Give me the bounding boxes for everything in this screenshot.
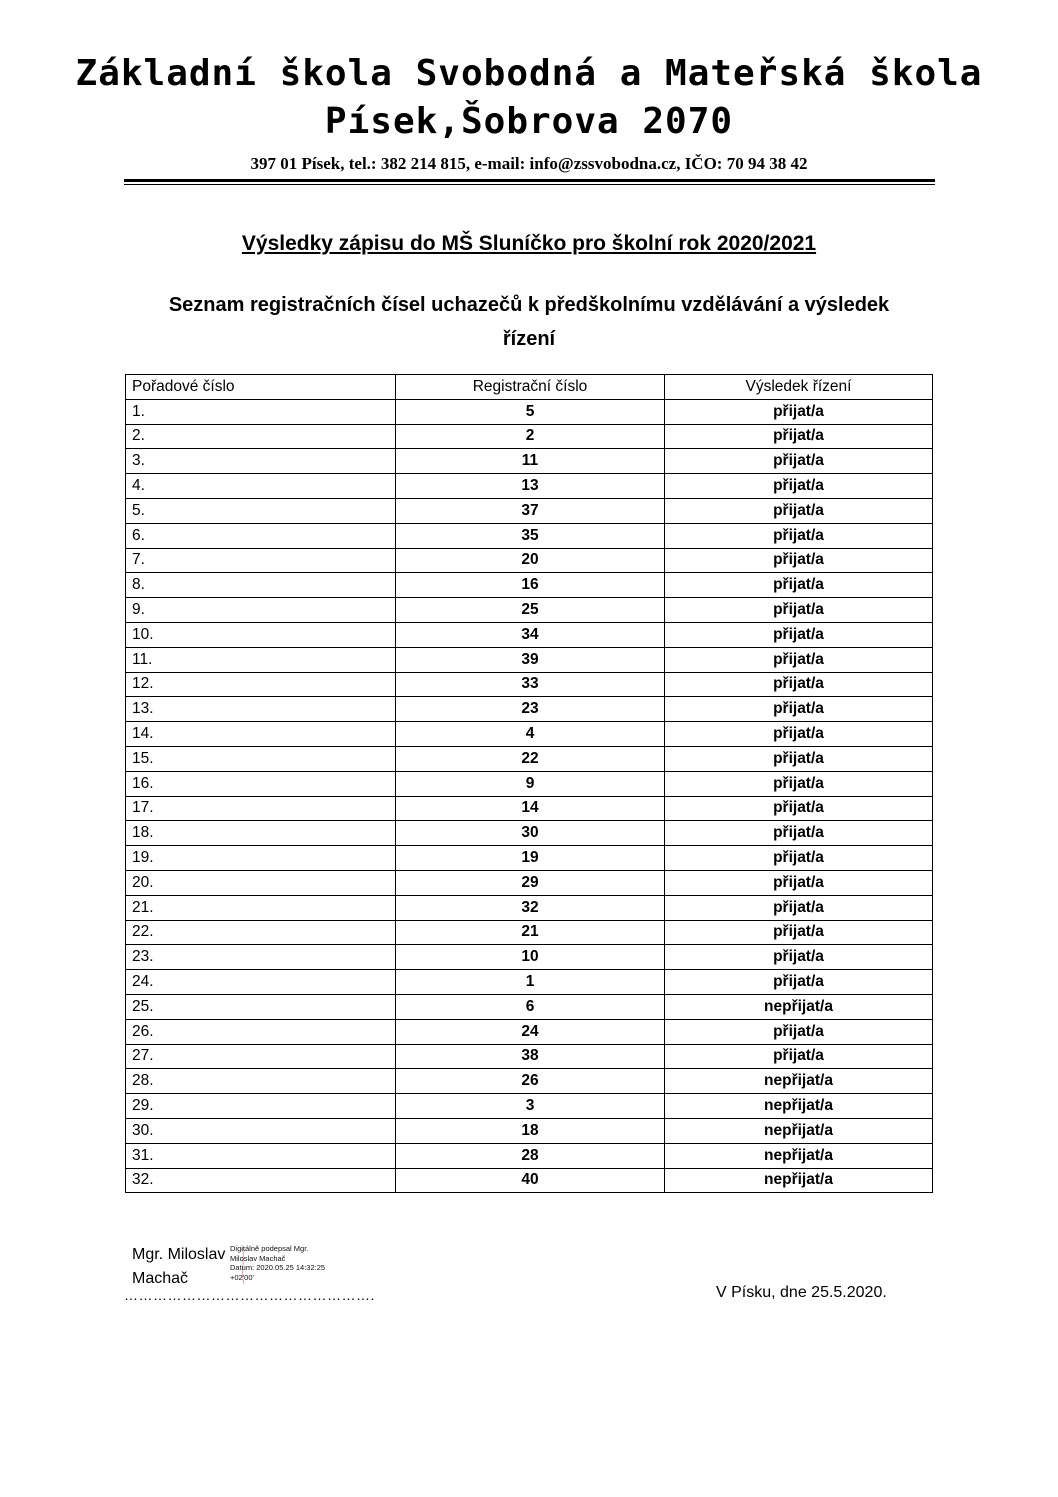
order-number-cell: 23. (126, 945, 396, 970)
order-number-cell: 17. (126, 796, 396, 821)
registration-number-cell: 2 (396, 424, 665, 449)
document-subtitle: Seznam registračních čísel uchazečů k předškolnímu vzdělávání a výsledek řízení (168, 294, 890, 350)
result-cell: přijat/a (665, 573, 933, 598)
order-number-cell: 31. (126, 1143, 396, 1168)
table-row (126, 895, 933, 920)
registration-number-cell: 39 (396, 647, 665, 672)
table-row (126, 796, 933, 821)
header-rule-thick (124, 179, 935, 182)
table-row (126, 498, 933, 523)
results-table (125, 374, 933, 1193)
registration-number-cell: 23 (396, 697, 665, 722)
table-row (126, 399, 933, 424)
order-number-cell: 12. (126, 672, 396, 697)
result-cell: nepřijat/a (665, 1168, 933, 1193)
registration-number-cell: 33 (396, 672, 665, 697)
table-row (126, 970, 933, 995)
order-number-cell: 9. (126, 598, 396, 623)
registration-number-cell: 30 (396, 821, 665, 846)
table-row (126, 474, 933, 499)
result-cell: přijat/a (665, 821, 933, 846)
order-number-cell: 3. (126, 449, 396, 474)
order-number-cell: 21. (126, 895, 396, 920)
table-row (126, 846, 933, 871)
result-cell: nepřijat/a (665, 1094, 933, 1119)
table-row (126, 821, 933, 846)
result-cell: nepřijat/a (665, 1118, 933, 1143)
registration-number-cell: 19 (396, 846, 665, 871)
order-number-cell: 14. (126, 722, 396, 747)
table-row (126, 672, 933, 697)
table-row (126, 920, 933, 945)
table-header-row (126, 375, 933, 400)
order-number-cell: 28. (126, 1069, 396, 1094)
registration-number-cell: 26 (396, 1069, 665, 1094)
registration-number-cell: 20 (396, 548, 665, 573)
registration-number-cell: 22 (396, 746, 665, 771)
signer-name-line1: Mgr. Miloslav (132, 1246, 226, 1263)
school-name-line1: Základní škola Svobodná a Mateřská škola (75, 53, 983, 94)
registration-number-cell: 21 (396, 920, 665, 945)
table-row (126, 746, 933, 771)
order-number-cell: 11. (126, 647, 396, 672)
result-cell: přijat/a (665, 548, 933, 573)
order-number-cell: 10. (126, 622, 396, 647)
result-cell: přijat/a (665, 1019, 933, 1044)
registration-number-cell: 29 (396, 870, 665, 895)
table-row (126, 1168, 933, 1193)
registration-number-cell: 6 (396, 994, 665, 1019)
result-cell: přijat/a (665, 895, 933, 920)
registration-number-cell: 3 (396, 1094, 665, 1119)
order-number-cell: 16. (126, 771, 396, 796)
registration-number-cell: 34 (396, 622, 665, 647)
registration-number-cell: 5 (396, 399, 665, 424)
order-number-cell: 29. (126, 1094, 396, 1119)
place-and-date: V Písku, dne 25.5.2020. (716, 1284, 887, 1301)
signature-line2: Miloslav Machač (230, 1253, 286, 1263)
table-row (126, 523, 933, 548)
order-number-cell: 27. (126, 1044, 396, 1069)
order-number-cell: 26. (126, 1019, 396, 1044)
registration-number-cell: 10 (396, 945, 665, 970)
order-number-cell: 20. (126, 870, 396, 895)
signer-name (132, 1243, 225, 1291)
digital-signature (230, 1244, 366, 1290)
result-cell: přijat/a (665, 920, 933, 945)
table-row (126, 1069, 933, 1094)
result-cell: přijat/a (665, 647, 933, 672)
table-row (126, 1044, 933, 1069)
registration-number-cell: 24 (396, 1019, 665, 1044)
table-row (126, 424, 933, 449)
table-row (126, 1143, 933, 1168)
order-number-cell: 30. (126, 1118, 396, 1143)
order-number-cell: 13. (126, 697, 396, 722)
registration-number-cell: 35 (396, 523, 665, 548)
header-order-number: Pořadové číslo (126, 375, 396, 400)
result-cell: nepřijat/a (665, 1143, 933, 1168)
signature-line1: Digitálně podepsal Mgr. (230, 1244, 309, 1253)
header-registration-number: Registrační číslo (396, 375, 665, 400)
document-title: Výsledky zápisu do MŠ Sluníčko pro školní rok 2020/2021 (241, 232, 817, 255)
result-cell: přijat/a (665, 598, 933, 623)
header-result: Výsledek řízení (665, 375, 933, 400)
order-number-cell: 4. (126, 474, 396, 499)
registration-number-cell: 14 (396, 796, 665, 821)
result-cell: nepřijat/a (665, 994, 933, 1019)
table-row (126, 1019, 933, 1044)
registration-number-cell: 18 (396, 1118, 665, 1143)
table-row (126, 945, 933, 970)
registration-number-cell: 32 (396, 895, 665, 920)
school-name-line2: Písek,Šobrova 2070 (324, 101, 734, 142)
signature-line3: Datum: 2020.05.25 14:32:25 (230, 1263, 326, 1272)
result-cell: přijat/a (665, 970, 933, 995)
registration-number-cell: 11 (396, 449, 665, 474)
registration-number-cell: 40 (396, 1168, 665, 1193)
signer-name-line2: Machač (132, 1270, 189, 1287)
result-cell: přijat/a (665, 697, 933, 722)
registration-number-cell: 38 (396, 1044, 665, 1069)
order-number-cell: 32. (126, 1168, 396, 1193)
order-number-cell: 2. (126, 424, 396, 449)
table-row (126, 647, 933, 672)
order-number-cell: 1. (126, 399, 396, 424)
table-row (126, 1094, 933, 1119)
order-number-cell: 7. (126, 548, 396, 573)
table-row (126, 449, 933, 474)
table-row (126, 573, 933, 598)
table-row (126, 1118, 933, 1143)
order-number-cell: 15. (126, 746, 396, 771)
result-cell: přijat/a (665, 1044, 933, 1069)
order-number-cell: 18. (126, 821, 396, 846)
result-cell: přijat/a (665, 523, 933, 548)
result-cell: přijat/a (665, 474, 933, 499)
table-row (126, 548, 933, 573)
registration-number-cell: 25 (396, 598, 665, 623)
table-row (126, 994, 933, 1019)
table-row (126, 722, 933, 747)
order-number-cell: 22. (126, 920, 396, 945)
registration-number-cell: 13 (396, 474, 665, 499)
result-cell: přijat/a (665, 399, 933, 424)
table-row (126, 598, 933, 623)
registration-number-cell: 4 (396, 722, 665, 747)
result-cell: přijat/a (665, 424, 933, 449)
registration-number-cell: 37 (396, 498, 665, 523)
order-number-cell: 25. (126, 994, 396, 1019)
result-cell: přijat/a (665, 796, 933, 821)
table-row (126, 697, 933, 722)
contact-line: 397 01 Písek, tel.: 382 214 815, e-mail: info@zssvobodna.cz, IČO: 70 94 38 42 (250, 154, 808, 173)
order-number-cell: 6. (126, 523, 396, 548)
result-cell: přijat/a (665, 771, 933, 796)
result-cell: přijat/a (665, 746, 933, 771)
result-cell: přijat/a (665, 870, 933, 895)
registration-number-cell: 28 (396, 1143, 665, 1168)
order-number-cell: 5. (126, 498, 396, 523)
table-row (126, 771, 933, 796)
order-number-cell: 19. (126, 846, 396, 871)
result-cell: přijat/a (665, 449, 933, 474)
result-cell: přijat/a (665, 622, 933, 647)
table-body (126, 399, 933, 1193)
result-cell: přijat/a (665, 498, 933, 523)
result-cell: přijat/a (665, 722, 933, 747)
registration-number-cell: 9 (396, 771, 665, 796)
order-number-cell: 24. (126, 970, 396, 995)
order-number-cell: 8. (126, 573, 396, 598)
table-row (126, 622, 933, 647)
signature-line4: +02'00' (230, 1272, 254, 1282)
registration-number-cell: 1 (396, 970, 665, 995)
signature-dotted-line: ……………………………………………. (124, 1287, 375, 1303)
registration-number-cell: 16 (396, 573, 665, 598)
result-cell: přijat/a (665, 846, 933, 871)
result-cell: přijat/a (665, 672, 933, 697)
result-cell: nepřijat/a (665, 1069, 933, 1094)
header-rule-thin (124, 184, 935, 185)
result-cell: přijat/a (665, 945, 933, 970)
table-row (126, 870, 933, 895)
